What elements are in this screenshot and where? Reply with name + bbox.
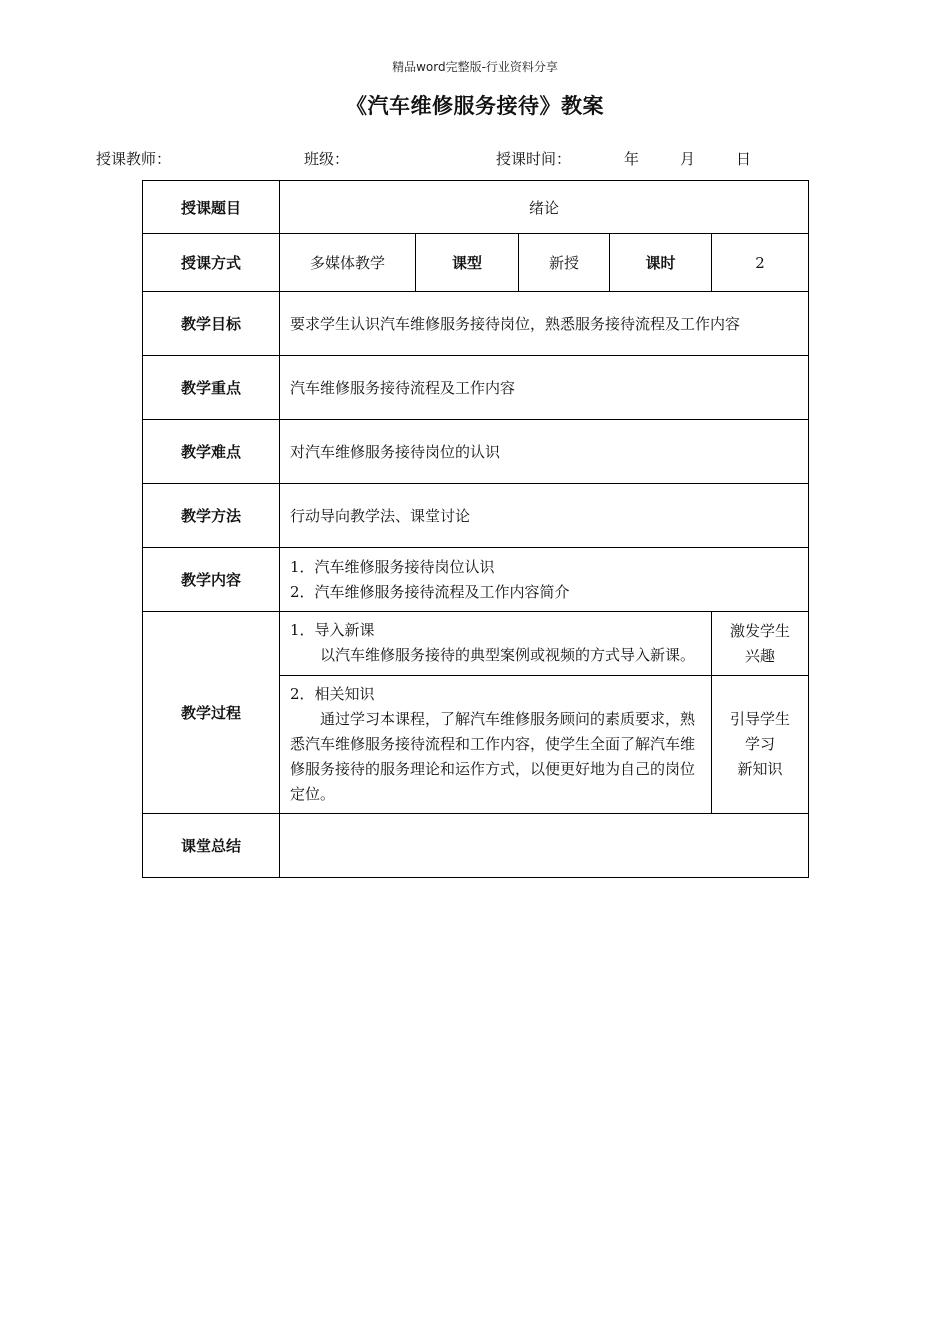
document-title: 《汽车维修服务接待》教案: [346, 94, 604, 118]
approach-value: 行动导向教学法、课堂讨论: [280, 484, 809, 548]
summary-label: 课堂总结: [143, 814, 280, 878]
goal-label: 教学目标: [143, 292, 280, 356]
key-point-row: [143, 356, 809, 420]
topic-value: 绪论: [280, 181, 809, 234]
topic-label: 授课题目: [143, 181, 280, 234]
method-label: 授课方式: [143, 234, 280, 292]
hours-value: 2: [712, 234, 809, 292]
content-item: 1．汽车维修服务接待岗位认识: [290, 557, 495, 576]
content-label: 教学内容: [143, 548, 280, 612]
content-list: [280, 548, 809, 612]
month-label: 月: [680, 150, 696, 168]
key-point-value: 汽车维修服务接待流程及工作内容: [280, 356, 809, 420]
process-step-2-note: [712, 676, 809, 814]
lesson-plan-table: [142, 180, 809, 878]
teacher-label: 授课教师：: [96, 150, 172, 168]
method-row: [143, 234, 809, 292]
summary-value: [280, 814, 809, 878]
note-line: 引导学生: [730, 710, 791, 728]
note-line: 学习: [745, 735, 776, 753]
time-label: 授课时间：: [496, 150, 572, 168]
approach-label: 教学方法: [143, 484, 280, 548]
process-step-body: 以汽车维修服务接待的典型案例或视频的方式导入新课。: [320, 646, 696, 664]
goal-value: 要求学生认识汽车维修服务接待岗位，熟悉服务接待流程及工作内容: [280, 292, 809, 356]
key-point-label: 教学重点: [143, 356, 280, 420]
difficulty-row: [143, 420, 809, 484]
year-label: 年: [624, 150, 640, 168]
note-line: 激发学生: [730, 621, 791, 640]
summary-row: [143, 814, 809, 878]
header-note: 精品word完整版-行业资料分享: [392, 60, 558, 74]
note-line: 兴趣: [745, 646, 776, 665]
process-step-1-note: [712, 612, 809, 676]
difficulty-label: 教学难点: [143, 420, 280, 484]
topic-row: [143, 181, 809, 234]
process-step-1: [280, 612, 712, 676]
note-line: 新知识: [737, 760, 783, 778]
day-label: 日: [736, 150, 752, 168]
process-step-heading: 2．相关知识: [290, 685, 375, 703]
lesson-type-label: 课型: [416, 234, 519, 292]
content-item: 2．汽车维修服务接待流程及工作内容简介: [290, 582, 570, 601]
goal-row: [143, 292, 809, 356]
lesson-type-value: 新授: [519, 234, 610, 292]
approach-row: [143, 484, 809, 548]
difficulty-value: 对汽车维修服务接待岗位的认识: [280, 420, 809, 484]
class-label: 班级：: [304, 150, 350, 168]
process-label: 教学过程: [143, 612, 280, 814]
content-row: [143, 548, 809, 612]
hours-label: 课时: [610, 234, 712, 292]
process-step-heading: 1．导入新课: [290, 621, 375, 639]
process-row-1: [143, 612, 809, 676]
method-value: 多媒体教学: [280, 234, 416, 292]
process-step-body: 通过学习本课程，了解汽车维修服务顾问的素质要求，熟悉汽车维修服务接待流程和工作内容，使学生全面了解汽车维修服务接待的服务理论和运作方式，以便更好地为自己的岗位定位。: [290, 710, 696, 803]
process-step-2: [280, 676, 712, 814]
